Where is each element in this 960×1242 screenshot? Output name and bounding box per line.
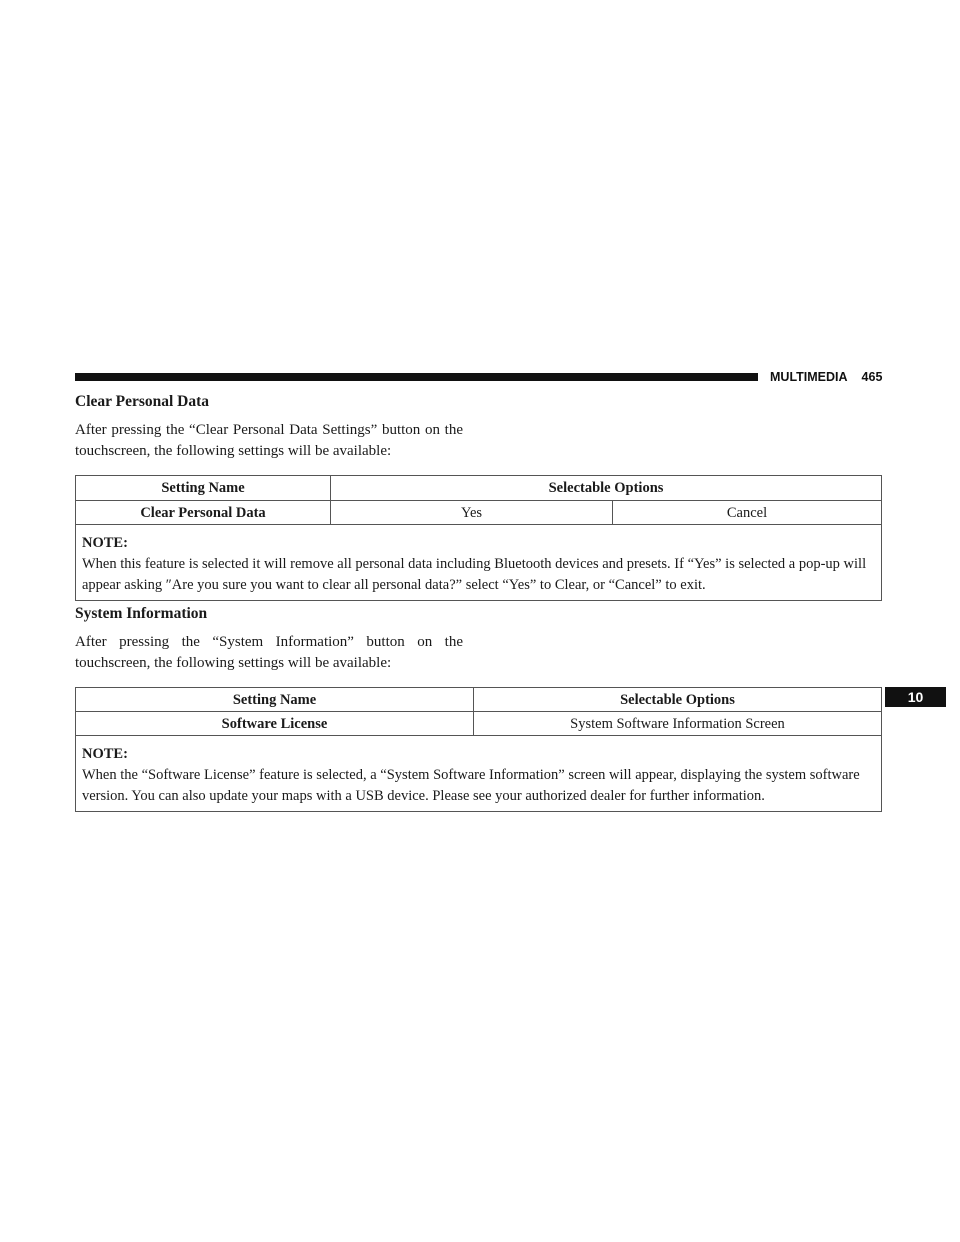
option-yes: Yes bbox=[331, 501, 613, 525]
header-rule bbox=[75, 373, 758, 381]
table-note-row bbox=[76, 736, 882, 812]
table-row bbox=[76, 501, 882, 525]
section-title: MULTIMEDIA bbox=[770, 370, 848, 384]
note-cell bbox=[76, 736, 882, 812]
table-header-row bbox=[76, 476, 882, 501]
header-selectable-options: Selectable Options bbox=[331, 476, 882, 501]
note-cell bbox=[76, 525, 882, 601]
chapter-tab: 10 bbox=[885, 687, 946, 707]
table-row bbox=[76, 712, 882, 736]
note-text: When the “Software License” feature is selected, a “System Software Information” screen will appear, displaying the system software version. You can also update your maps with a USB device. Please see your authorized dealer for further information. bbox=[82, 767, 860, 804]
header-setting-name: Setting Name bbox=[76, 476, 331, 501]
header-setting-name: Setting Name bbox=[76, 688, 474, 712]
heading-clear-personal-data: Clear Personal Data bbox=[75, 393, 210, 410]
table-clear-personal-data bbox=[75, 475, 882, 601]
table-note-row bbox=[76, 525, 882, 601]
option-cancel: Cancel bbox=[613, 501, 882, 525]
note-label: NOTE: bbox=[82, 746, 128, 762]
option-system-software-information-screen: System Software Information Screen bbox=[474, 712, 882, 736]
intro-clear-personal-data: After pressing the “Clear Personal Data Settings” button on the touchscreen, the following settings will be available: bbox=[75, 422, 463, 459]
note-text: When this feature is selected it will remove all personal data including Bluetooth devices and presets. If “Yes” is selected a pop-up will appear asking ″Are you sure you want to clear all personal data?” select “Yes” to Clear, or “Cancel” to exit. bbox=[82, 556, 867, 593]
intro-system-information: After pressing the “System Information” button on the touchscreen, the following settings will be available: bbox=[75, 634, 463, 671]
header-selectable-options: Selectable Options bbox=[474, 688, 882, 712]
running-header bbox=[770, 370, 882, 384]
heading-system-information: System Information bbox=[75, 605, 208, 622]
note-label: NOTE: bbox=[82, 535, 128, 551]
page-number: 465 bbox=[861, 370, 883, 384]
table-header-row bbox=[76, 688, 882, 712]
setting-clear-personal-data: Clear Personal Data bbox=[76, 501, 331, 525]
table-system-information bbox=[75, 687, 882, 812]
setting-software-license: Software License bbox=[76, 712, 474, 736]
